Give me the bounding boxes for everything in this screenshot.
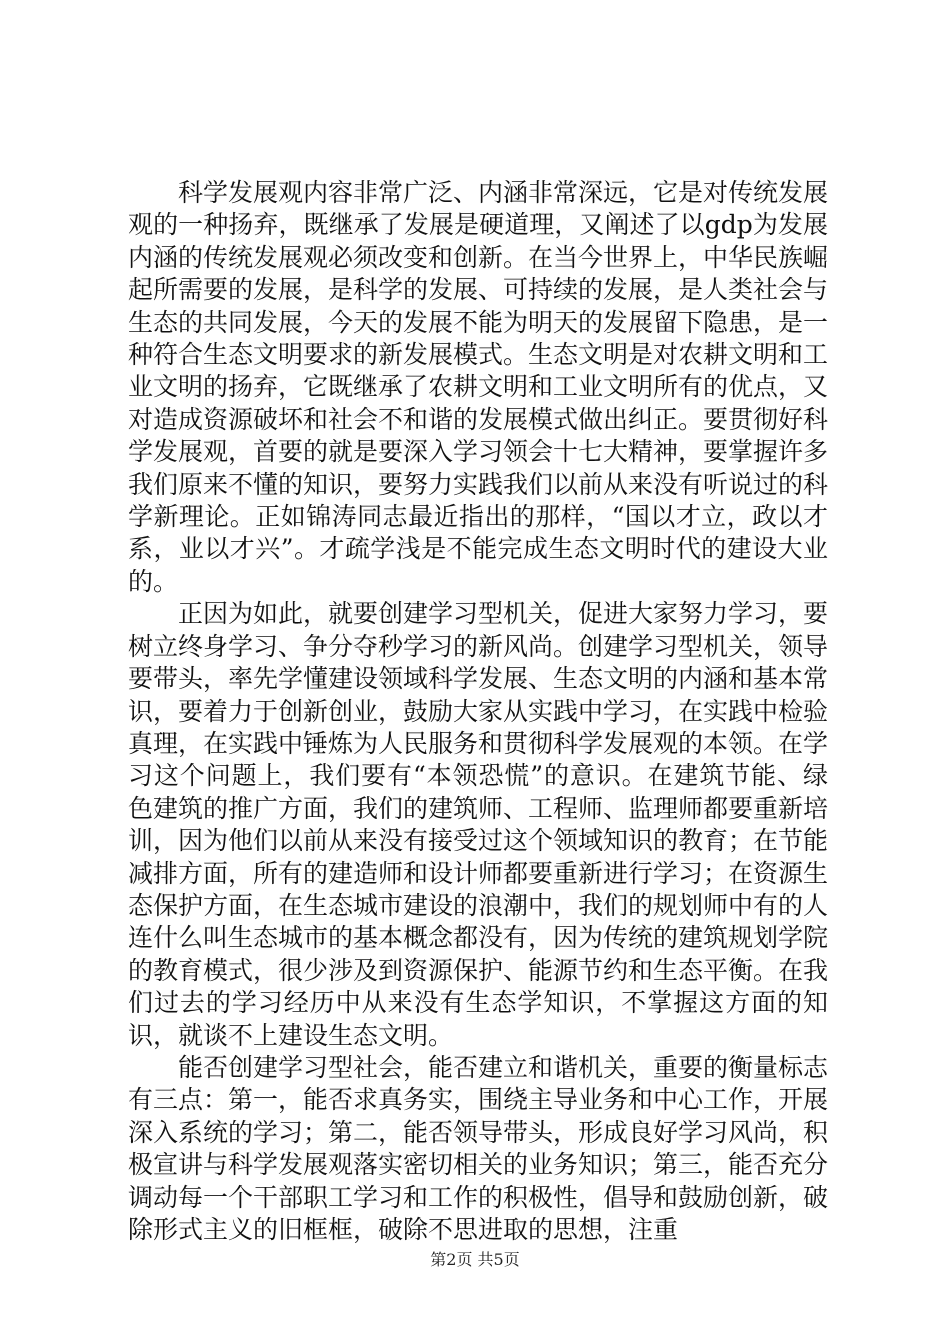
page-number-footer: 第2页 共5页 (430, 1250, 520, 1269)
paragraph-3: 能否创建学习型社会，能否建立和谐机关，重要的衡量标志有三点：第一，能否求真务实，围绕主导业务和中心工作，开展深入系统的学习；第二，能否领导带头，形成良好学习风尚，积极宣讲与科学发展观落实密切相关的业务知识；第三，能否充分调动每一个干部职工学习和工作的积极性，倡导和鼓励创新，破除形式主义的旧框框，破除不思进取的思想，注重 (128, 1052, 829, 1244)
paragraph-2: 正因为如此，就要创建学习型机关，促进大家努力学习，要树立终身学习、争分夺秒学习的新风尚。创建学习型机关，领导要带头，率先学懂建设领域科学发展、生态文明的内涵和基本常识，要着力于创新创业，鼓励大家从实践中学习，在实践中检验真理，在实践中锤炼为人民服务和贯彻科学发展观的本领。在学习这个问题上，我们要有“本领恐慌”的意识。在建筑节能、绿色建筑的推广方面，我们的建筑师、工程师、监理师都要重新培训，因为他们以前从来没有接受过这个领域知识的教育；在节能减排方面，所有的建造师和设计师都要重新进行学习；在资源生态保护方面，在生态城市建设的浪潮中，我们的规划师中有的人连什么叫生态城市的基本概念都没有，因为传统的建筑规划学院的教育模式，很少涉及到资源保护、能源节约和生态平衡。在我们过去的学习经历中从来没有生态学知识，不掌握这方面的知识，就谈不上建设生态文明。 (128, 599, 829, 1050)
paragraph-1: 科学发展观内容非常广泛、内涵非常深远，它是对传统发展观的一种扬弃，既继承了发展是硬道理，又阐述了以gdp为发展内涵的传统发展观必须改变和创新。在当今世界上，中华民族崛起所需要的发展，是科学的发展、可持续的发展，是人类社会与生态的共同发展，今天的发展不能为明天的发展留下隐患，是一种符合生态文明要求的新发展模式。生态文明是对农耕文明和工业文明的扬弃，它既继承了农耕文明和工业文明所有的优点，又对造成资源破坏和社会不和谐的发展模式做出纠正。要贯彻好科学发展观，首要的就是要深入学习领会十七大精神，要掌握许多我们原来不懂的知识，要努力实践我们以前从来没有听说过的科学新理论。正如锦涛同志最近指出的那样，“国以才立，政以才系，业以才兴”。才疏学浅是不能完成生态文明时代的建设大业的。 (128, 178, 829, 596)
document-body (128, 177, 828, 1246)
